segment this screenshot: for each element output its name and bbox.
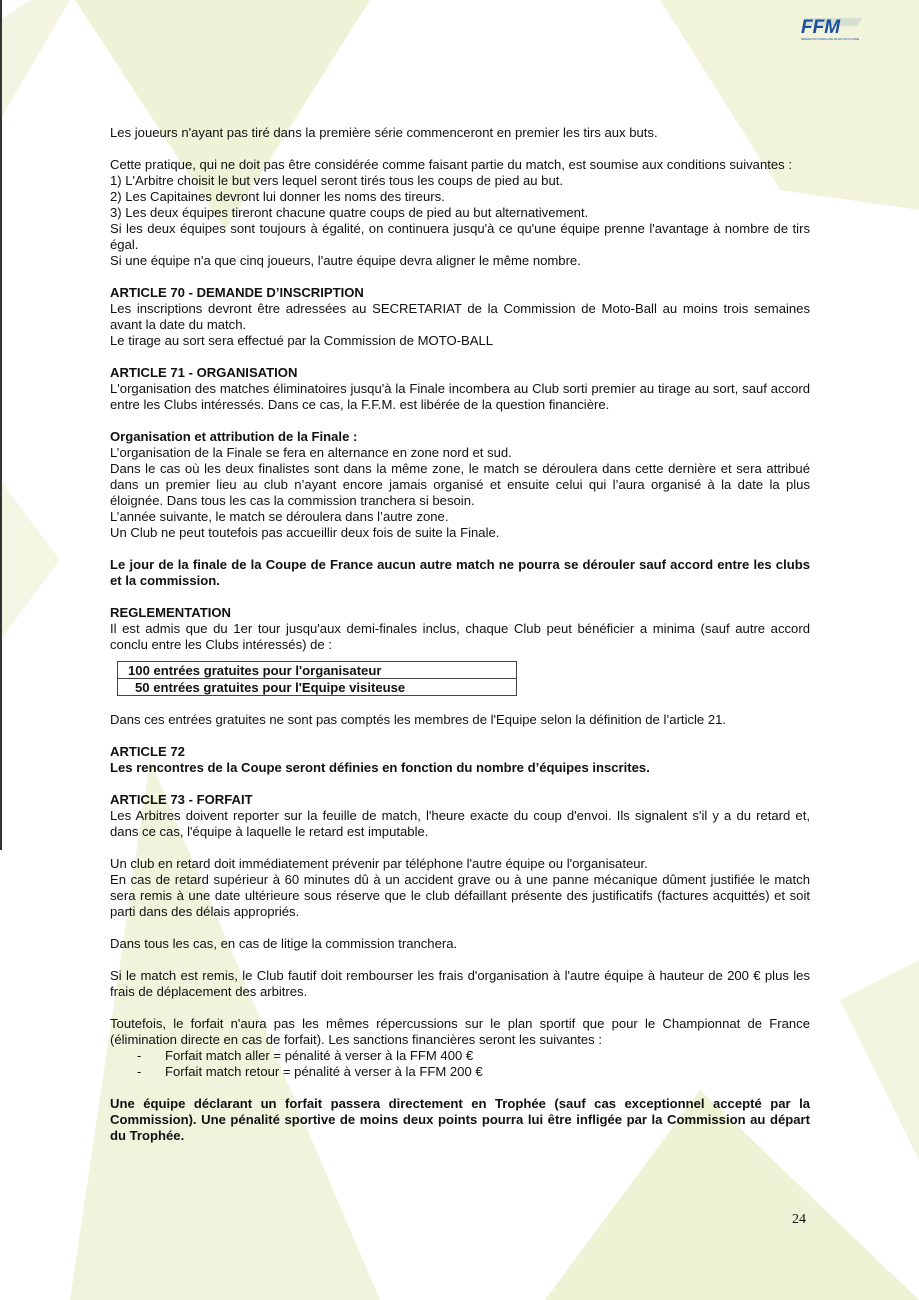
list-item-text: Forfait match aller = pénalité à verser à la FFM 400 € (165, 1048, 474, 1063)
page-left-edge (0, 0, 2, 850)
article-70-paragraph-1: Les inscriptions devront être adressées au SECRETARIAT de la Commission de Moto-Ball au moins trois semaines avant la date du match. (110, 301, 810, 332)
free-entries-table (117, 661, 517, 696)
finale-line-2: Dans le cas où les deux finalistes sont dans la même zone, le match se déroulera dans cette dernière et sera attribué dans un premier lieu au club n’ayant encore jamais organisé et ensuite celui qui l’aura organisé à la date la plus éloignée. Dans tous les cas la commission tranchera si besoin. (110, 461, 810, 508)
article-73-paragraph-1: Les Arbitres doivent reporter sur la feuille de match, l'heure exacte du coup d'envoi. Ils signalent s'il y a du retard et, dans ce cas, l'équipe à laquelle le retard est imputable. (110, 808, 810, 839)
article-73-paragraph-2: Un club en retard doit immédiatement prévenir par téléphone l'autre équipe ou l'organisateur. (110, 856, 648, 871)
article-72-text: Les rencontres de la Coupe seront définies en fonction du nombre d’équipes inscrites. (110, 760, 650, 775)
rule-1: 1) L'Arbitre choisit le but vers lequel seront tirés tous les coups de pied au but. (110, 173, 564, 188)
ffm-logo (798, 14, 864, 42)
article-70-paragraph-2: Le tirage au sort sera effectué par la Commission de MOTO-BALL (110, 333, 494, 348)
finale-title: Organisation et attribution de la Finale : (110, 429, 358, 444)
intro-paragraph-1: Les joueurs n'ayant pas tiré dans la première série commenceront en premier les tirs aux buts. (110, 125, 658, 140)
article-73-paragraph-3: En cas de retard supérieur à 60 minutes dû à un accident grave ou à une panne mécanique dûment justifiée le match sera remis à une date ultérieure sous réserve que le club défaillant présente des justificatifs (factures acquittés) et soit parti dans des délais appropriés. (110, 872, 810, 919)
finale-line-1: L’organisation de la Finale se fera en alternance en zone nord et sud. (110, 445, 512, 460)
document-body (110, 125, 810, 1160)
page-number: 24 (792, 1212, 806, 1227)
article-73-paragraph-4: Dans tous les cas, en cas de litige la commission tranchera. (110, 936, 458, 951)
article-71-paragraph: L'organisation des matches éliminatoires jusqu'à la Finale incombera au Club sorti premier au tirage au sort, sauf accord entre les Clubs intéressés. Dans ce cas, la F.F.M. est libérée de la question financière. (110, 381, 810, 412)
logo-subtitle: FÉDÉRATION FRANÇAISE DE MOTOCYCLISME (801, 38, 860, 41)
rule-2: 2) Les Capitaines devront lui donner les noms des tireurs. (110, 189, 445, 204)
reglementation-paragraph: Il est admis que du 1er tour jusqu'aux demi-finales inclus, chaque Club peut bénéficier a minima (sauf autre accord conclu entre les Clubs intéressés) de : (110, 621, 810, 652)
article-73-bold-notice: Une équipe déclarant un forfait passera directement en Trophée (sauf cas exceptionnel accepté par la Commission). Une pénalité sportive de moins deux points pourra lui être infligée par la Commission au départ du Trophée. (110, 1096, 810, 1143)
article-73-paragraph-5: Si le match est remis, le Club fautif doit rembourser les frais d'organisation à l'autre équipe à hauteur de 200 € plus les frais de déplacement des arbitres. (110, 968, 810, 999)
reglementation-title: REGLEMENTATION (110, 605, 231, 620)
finale-line-4: Un Club ne peut toutefois pas accueillir deux fois de suite la Finale. (110, 525, 500, 540)
article-73-title: ARTICLE 73 - FORFAIT (110, 792, 253, 807)
table-row (118, 679, 517, 696)
table-cell: 100 entrées gratuites pour l'organisateur (118, 662, 517, 679)
finale-line-3: L’année suivante, le match se déroulera dans l’autre zone. (110, 509, 449, 524)
reglementation-note: Dans ces entrées gratuites ne sont pas comptés les membres de l'Equipe selon la définition de l’article 21. (110, 712, 727, 727)
list-item: - Forfait match retour = pénalité à verser à la FFM 200 € (137, 1064, 483, 1079)
list-item-text: Forfait match retour = pénalité à verser à la FFM 200 € (165, 1064, 483, 1079)
article-71-title: ARTICLE 71 - ORGANISATION (110, 365, 298, 380)
article-73-paragraph-6: Toutefois, le forfait n'aura pas les mêmes répercussions sur le plan sportif que pour le Championnat de France (élimination directe en cas de forfait). Les sanctions financières seront les suivantes : (110, 1016, 810, 1047)
intro-paragraph-4: Si une équipe n'a que cinq joueurs, l'autre équipe devra aligner le même nombre. (110, 253, 581, 268)
finale-bold-notice: Le jour de la finale de la Coupe de France aucun autre match ne pourra se dérouler sauf accord entre les clubs et la commission. (110, 557, 810, 588)
list-item: - Forfait match aller = pénalité à verser à la FFM 400 € (137, 1048, 474, 1063)
logo-text: FFM (801, 17, 841, 38)
intro-paragraph-2: Cette pratique, qui ne doit pas être considérée comme faisant partie du match, est soumise aux conditions suivantes : (110, 157, 792, 172)
table-row (118, 662, 517, 679)
intro-paragraph-3: Si les deux équipes sont toujours à égalité, on continuera jusqu'à ce qu'une équipe prenne l'avantage à nombre de tirs égal. (110, 221, 810, 252)
article-70-title: ARTICLE 70 - DEMANDE D’INSCRIPTION (110, 285, 364, 300)
penalty-list (110, 1048, 810, 1080)
rule-3: 3) Les deux équipes tireront chacune quatre coups de pied au but alternativement. (110, 205, 589, 220)
article-72-title: ARTICLE 72 (110, 744, 185, 759)
table-cell: 50 entrées gratuites pour l'Equipe visiteuse (118, 679, 517, 696)
